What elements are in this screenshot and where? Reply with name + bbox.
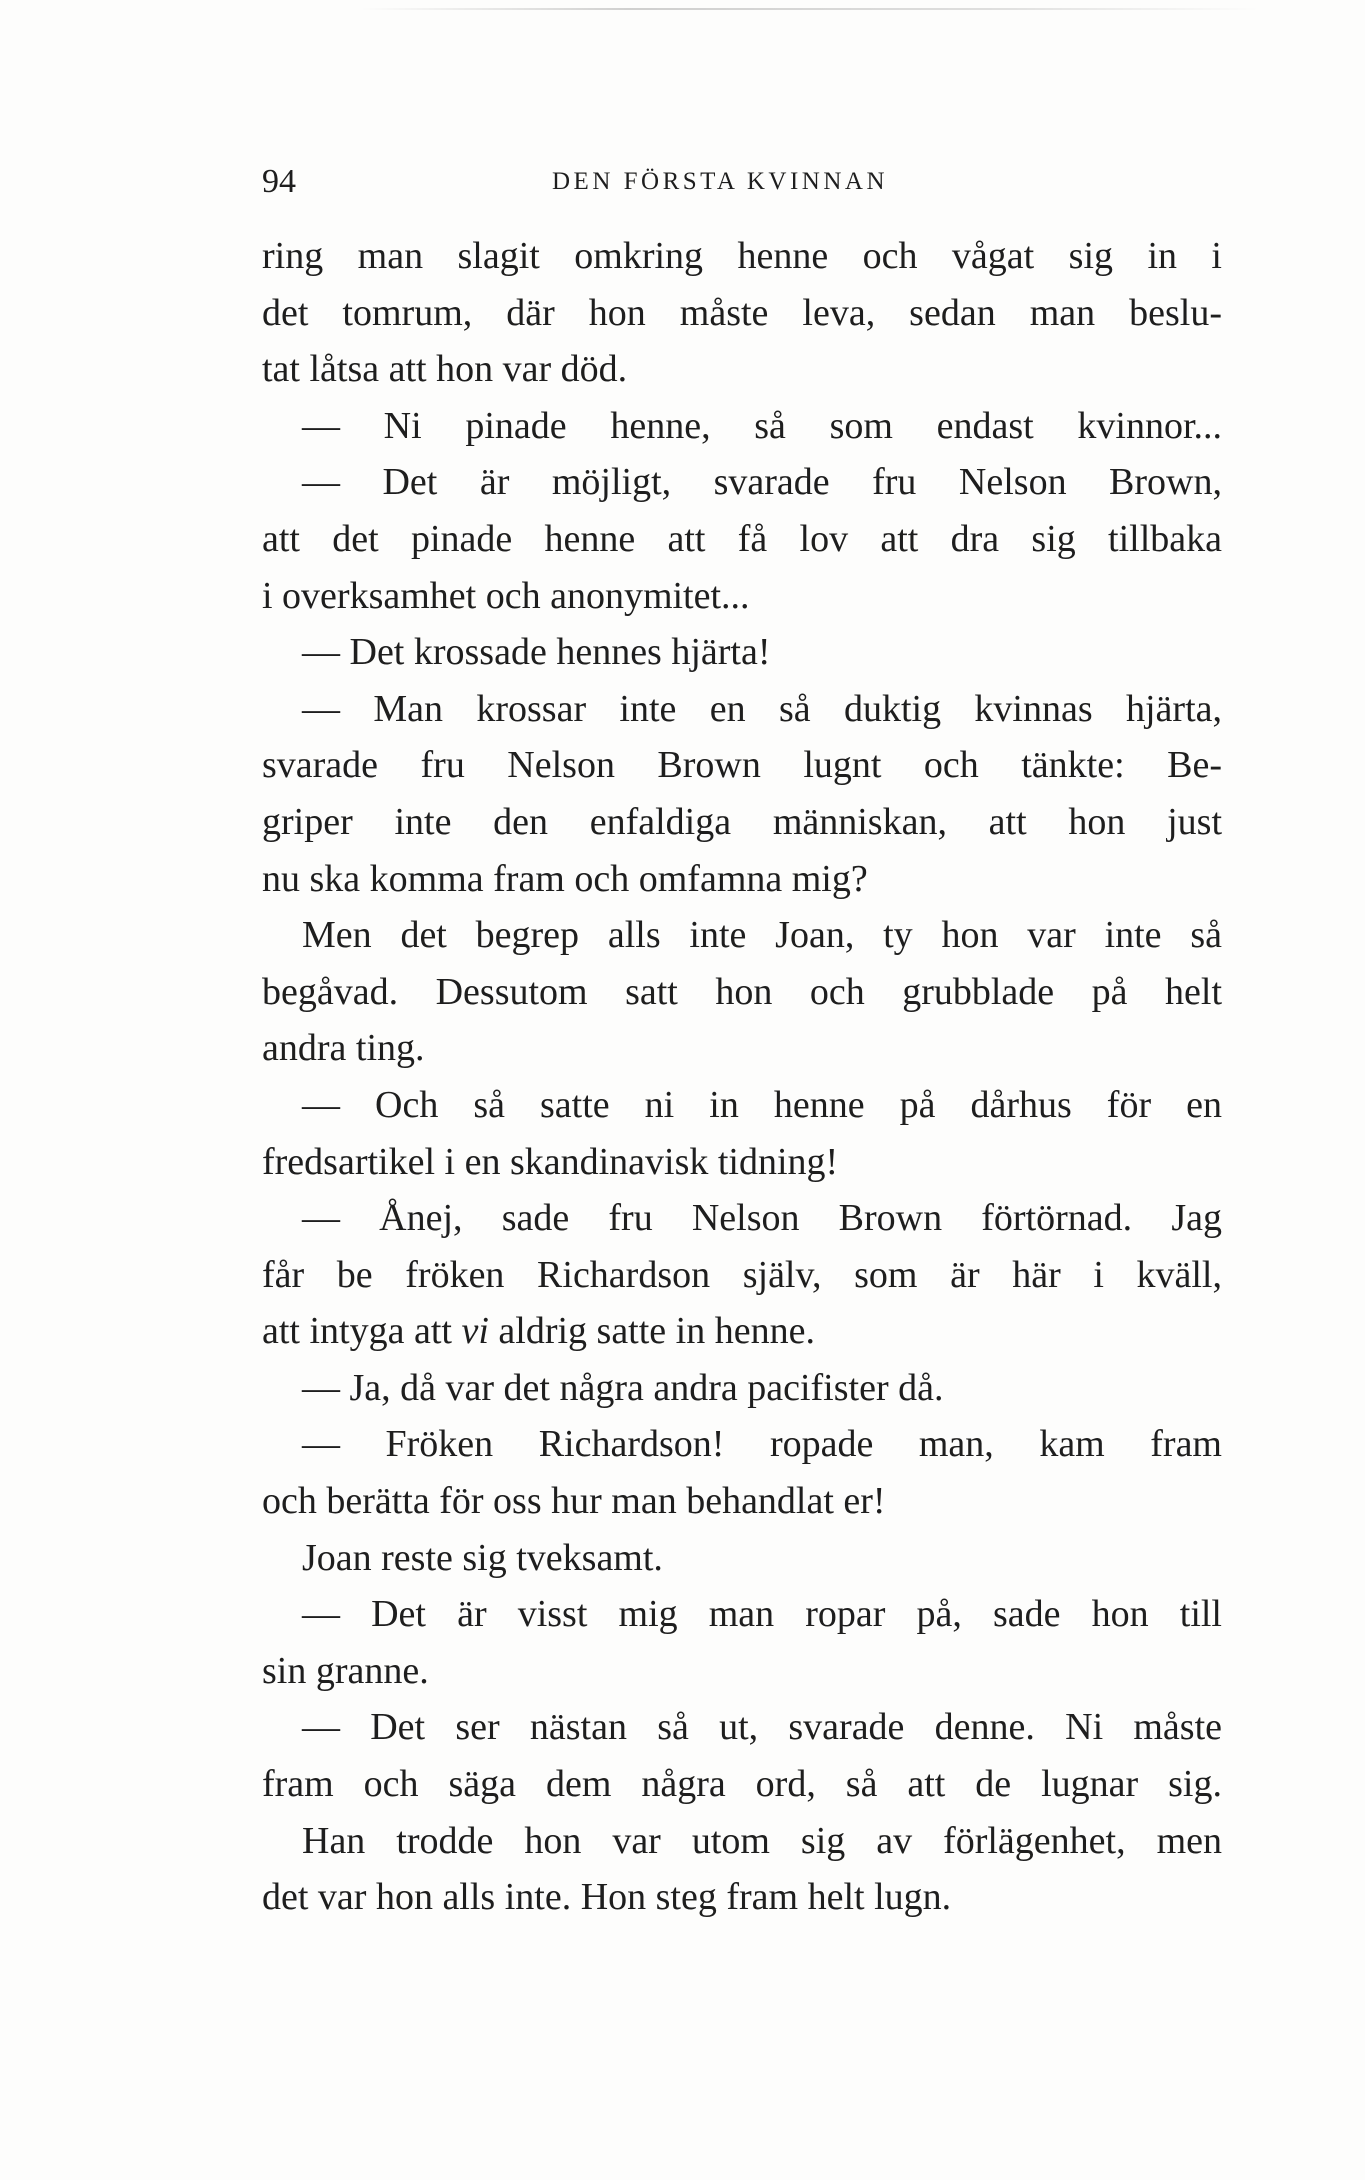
page-top-edge: [360, 8, 1260, 10]
text-line: och berätta för oss hur man behandlat er!: [262, 1480, 886, 1523]
text-line: det var hon alls inte. Hon steg fram helt lugn.: [262, 1876, 952, 1919]
text-line: — Man krossar inte en så duktig kvinnas hjärta,: [302, 687, 1222, 730]
text-line: — Ni pinade henne, så som endast kvinnor...: [302, 404, 1222, 447]
page-header: [262, 160, 1222, 204]
text-line: sin granne.: [262, 1649, 429, 1692]
text-line: griper inte den enfaldiga människan, att hon just: [262, 800, 1222, 843]
text-line: — Fröken Richardson! ropade man, kam fram: [302, 1423, 1222, 1466]
text-line: — Det är visst mig man ropar på, sade hon till: [302, 1593, 1222, 1636]
emphasis: vi: [461, 1310, 489, 1353]
text-line: fredsartikel i en skandinavisk tidning!: [262, 1140, 839, 1183]
text-line: Men det begrep alls inte Joan, ty hon var inte så: [302, 914, 1222, 957]
text-line: får be fröken Richardson själv, som är här i kväll,: [262, 1253, 1222, 1296]
text-line: begåvad. Dessutom satt hon och grubblade på helt: [262, 970, 1222, 1013]
text-line: Joan reste sig tveksamt.: [302, 1536, 663, 1579]
text-line: fram och säga dem några ord, så att de lugnar sig.: [262, 1763, 1222, 1806]
text-line: — Och så satte ni in henne på dårhus för en: [302, 1083, 1222, 1126]
text-line: tat låtsa att hon var död.: [262, 348, 628, 391]
text-line: nu ska komma fram och omfamna mig?: [262, 857, 868, 900]
text-line: — Ånej, sade fru Nelson Brown förtörnad. Jag: [302, 1197, 1222, 1240]
text-line: — Det krossade hennes hjärta!: [302, 631, 771, 674]
text-line: i overksamhet och anonymitet...: [262, 574, 750, 617]
text-line: att intyga att vi aldrig satte in henne.: [262, 1310, 815, 1353]
text-line: — Ja, då var det några andra pacifister då.: [302, 1366, 944, 1409]
text-line: ring man slagit omkring henne och vågat sig in i: [262, 235, 1222, 277]
text-line: — Det är möjligt, svarade fru Nelson Brown,: [302, 461, 1222, 504]
text-line: det tomrum, där hon måste leva, sedan man beslu-: [262, 291, 1222, 334]
text-line: Han trodde hon var utom sig av förlägenhet, men: [302, 1819, 1222, 1862]
running-title: DEN FÖRSTA KVINNAN: [552, 168, 889, 195]
text-line: — Det ser nästan så ut, svarade denne. Ni måste: [302, 1706, 1222, 1749]
text-line: andra ting.: [262, 1027, 425, 1070]
body-text: [262, 228, 1222, 1926]
page-number: 94: [262, 163, 296, 200]
text-line: svarade fru Nelson Brown lugnt och tänkte: Be-: [262, 744, 1222, 787]
text-line: att det pinade henne att få lov att dra sig tillbaka: [262, 517, 1222, 560]
